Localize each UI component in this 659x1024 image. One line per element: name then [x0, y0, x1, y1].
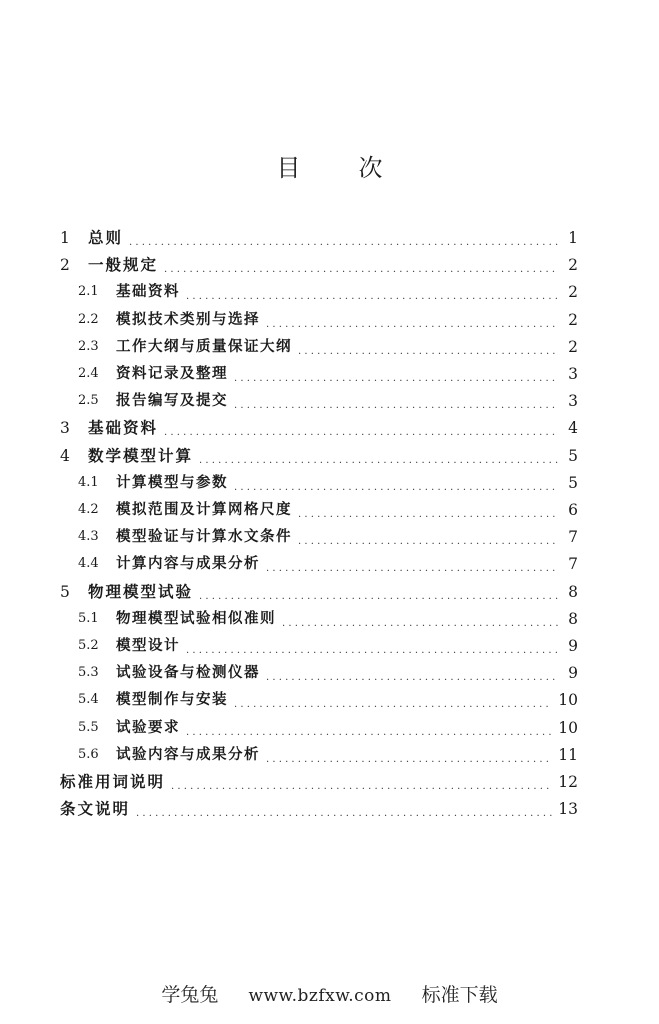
toc-dot-leader	[266, 316, 558, 330]
toc-entry[interactable]	[60, 766, 578, 792]
toc-entry-label: 一般规定	[88, 255, 159, 275]
toc-entry-number: 5.3	[78, 665, 99, 681]
toc-entry[interactable]	[78, 358, 578, 384]
toc-entry-number: 5.5	[78, 719, 99, 735]
toc-entry-label: 模型验证与计算水文条件	[116, 528, 292, 546]
page-title: 目次	[276, 154, 441, 182]
toc-entry[interactable]	[78, 385, 578, 411]
toc-dot-leader	[186, 642, 558, 656]
toc-entry-number: 5.2	[78, 638, 99, 653]
toc-entry-label: 试验设备与检测仪器	[116, 664, 260, 682]
toc-entry-label: 计算模型与参数	[116, 473, 228, 491]
toc-entry-page: 11	[558, 745, 578, 764]
toc-dot-leader	[266, 751, 552, 765]
toc-entry-page: 2	[568, 310, 578, 329]
toc-entry[interactable]	[78, 630, 578, 656]
toc-entry-number: 2.2	[78, 311, 99, 327]
toc-entry-page: 8	[568, 609, 578, 628]
toc-entry[interactable]	[60, 412, 578, 438]
toc-entry-page: 5	[568, 473, 578, 492]
toc-dot-leader	[234, 696, 552, 710]
toc-entry[interactable]	[60, 793, 578, 819]
toc-entry-label: 条文说明	[60, 799, 131, 819]
toc-dot-leader	[266, 669, 558, 683]
toc-entry-number: 2.3	[78, 338, 99, 354]
toc-entry-number: 5	[60, 582, 70, 601]
footer-tagline: 标准下载	[421, 984, 498, 1006]
toc-entry-number: 4.4	[78, 556, 99, 572]
toc-entry-page: 9	[568, 664, 578, 683]
toc-entry-label: 基础资料	[88, 418, 159, 438]
toc-entry-page: 7	[568, 555, 578, 574]
toc-entry-number: 2.5	[78, 393, 99, 409]
toc-entry-page: 10	[558, 691, 578, 710]
toc-entry-page: 13	[558, 800, 578, 819]
toc-entry[interactable]	[78, 712, 578, 738]
toc-dot-leader	[298, 343, 558, 357]
toc-dot-leader	[199, 452, 558, 466]
toc-entry-page: 2	[568, 337, 578, 356]
toc-entry-label: 工作大纲与质量保证大纲	[116, 337, 292, 355]
toc-entry[interactable]	[78, 684, 578, 710]
toc-entry-label: 总则	[88, 228, 124, 247]
toc-dot-leader	[298, 506, 558, 520]
toc-entry[interactable]	[60, 222, 578, 248]
toc-dot-leader	[186, 724, 552, 738]
footer-site-name: 学兔兔	[161, 984, 219, 1006]
toc-entry[interactable]	[60, 440, 578, 466]
toc-entry-page: 3	[568, 365, 578, 383]
toc-entry[interactable]	[78, 521, 578, 547]
toc-entry-label: 试验要求	[116, 718, 180, 736]
toc-entry-number: 5.1	[78, 610, 99, 626]
toc-entry-page: 4	[568, 419, 578, 438]
toc-dot-leader	[234, 479, 558, 493]
toc-dot-leader	[199, 588, 558, 602]
toc-entry[interactable]	[78, 331, 578, 357]
toc-entry-page: 9	[568, 637, 578, 655]
toc-entry[interactable]	[60, 576, 578, 602]
toc-dot-leader	[171, 778, 552, 792]
toc-entry-label: 物理模型试验	[88, 581, 194, 601]
toc-entry-page: 6	[568, 501, 578, 519]
toc-dot-leader	[282, 615, 558, 629]
toc-entry-number: 2	[60, 256, 70, 275]
toc-entry-label: 物理模型试验相似准则	[116, 609, 276, 627]
toc-entry-number: 4	[60, 446, 70, 465]
toc-entry[interactable]	[78, 467, 578, 493]
toc-entry[interactable]	[78, 494, 578, 520]
toc-entry-number: 1	[60, 229, 70, 247]
toc-dot-leader	[186, 288, 558, 302]
toc-entry-label: 数学模型计算	[88, 445, 194, 465]
footer-url: www.bzfxw.com	[248, 986, 392, 1006]
toc-dot-leader	[136, 805, 552, 819]
toc-entry[interactable]	[78, 603, 578, 629]
toc-dot-leader	[234, 370, 558, 384]
toc-entry-label: 模型制作与安装	[116, 691, 228, 709]
toc-entry-label: 模拟范围及计算网格尺度	[116, 501, 292, 518]
toc-entry-label: 基础资料	[116, 283, 180, 301]
toc-entry-page: 8	[568, 582, 578, 601]
toc-entry-number: 5.4	[78, 692, 99, 708]
toc-entry[interactable]	[78, 548, 578, 574]
toc-entry-number: 4.1	[78, 474, 99, 490]
toc-dot-leader	[298, 533, 558, 547]
toc-entry[interactable]	[78, 739, 578, 765]
footer-watermark	[0, 980, 659, 1007]
toc-entry-label: 计算内容与成果分析	[116, 555, 260, 573]
toc-entry-number: 4.2	[78, 502, 99, 517]
toc-dot-leader	[266, 560, 558, 574]
toc-entry-page: 10	[558, 718, 578, 737]
toc-entry-label: 模型设计	[116, 637, 180, 654]
toc-entry-label: 资料记录及整理	[116, 365, 228, 382]
toc-entry-page: 7	[568, 528, 578, 547]
toc-entry-page: 12	[558, 773, 578, 791]
toc-dot-leader	[129, 234, 558, 248]
toc-entry-number: 3	[60, 419, 70, 438]
toc-entry-number: 5.6	[78, 746, 99, 762]
toc-entry-number: 4.3	[78, 529, 99, 545]
toc-dot-leader	[164, 424, 558, 438]
toc-entry-page: 5	[568, 446, 578, 465]
toc-dot-leader	[164, 261, 558, 275]
toc-entry-page: 2	[568, 283, 578, 302]
toc-entry-label: 报告编写及提交	[116, 392, 228, 410]
toc-entry[interactable]	[78, 276, 578, 302]
toc-entry-label: 试验内容与成果分析	[116, 745, 260, 763]
toc-entry[interactable]	[60, 249, 578, 275]
toc-entry-page: 2	[568, 256, 578, 275]
toc-dot-leader	[234, 397, 558, 411]
toc-entry[interactable]	[78, 304, 578, 330]
toc-entry-page: 1	[568, 229, 578, 247]
toc-entry-page: 3	[568, 392, 578, 411]
toc-entry[interactable]	[78, 657, 578, 683]
toc-entry-label: 模拟技术类别与选择	[116, 310, 260, 328]
toc-entry-number: 2.1	[78, 284, 99, 300]
toc-entry-number: 2.4	[78, 366, 99, 381]
toc-entry-label: 标准用词说明	[60, 772, 166, 791]
